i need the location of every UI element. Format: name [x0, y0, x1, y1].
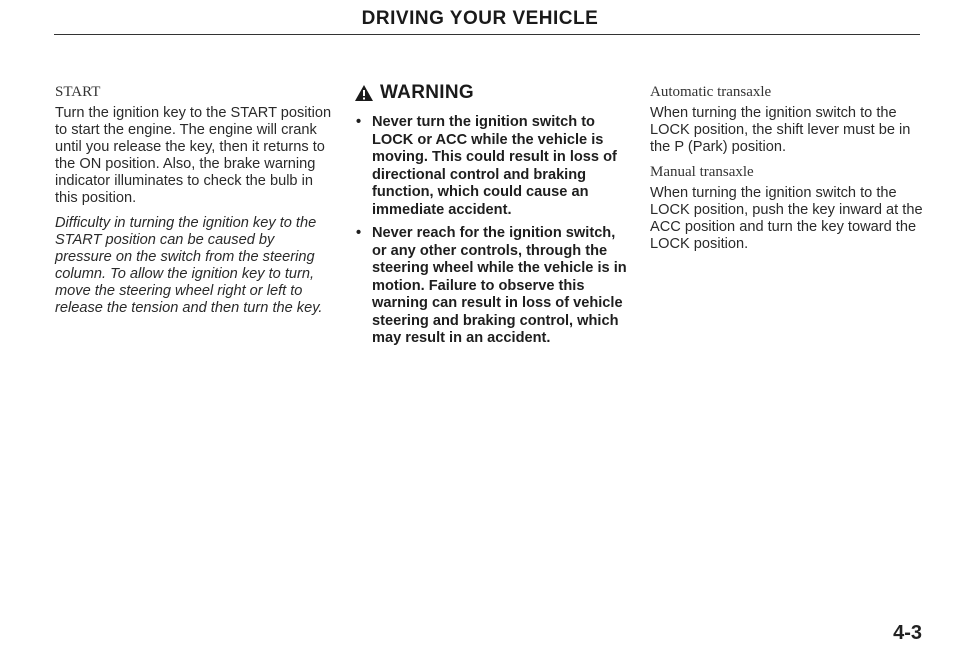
- left-column: [55, 78, 335, 317]
- bullet: •: [356, 225, 362, 241]
- page-header-title: DRIVING YOUR VEHICLE: [361, 8, 599, 29]
- right-column: [650, 78, 925, 261]
- start-paragraph: Turn the ignition key to the START position to start the engine. The engine will crank until you release the key, then it returns to the ON position. Also, the brake warning indicator illuminates to check the bulb in this position.: [55, 105, 332, 206]
- warning-title: WARNING: [380, 82, 474, 103]
- header-divider: [54, 34, 920, 35]
- warning-header: [354, 82, 632, 104]
- warning-list: [352, 114, 632, 348]
- manual-transaxle-heading: Manual transaxle: [650, 164, 754, 180]
- start-heading: START: [55, 84, 101, 100]
- warning-triangle-icon: [354, 84, 374, 102]
- warning-item-text: Never turn the ignition switch to LOCK or ACC while the vehicle is moving. This could result in loss of directional control and braking function, which could cause an immediate accident.: [372, 114, 617, 218]
- warning-item-text: Never reach for the ignition switch, or any other controls, through the steering wheel while the vehicle is in motion. Failure to observe this warning can result in loss of vehicle steering and braking control, which may result in an accident.: [372, 225, 627, 346]
- warning-column: [352, 82, 632, 354]
- manual-transaxle-text: When turning the ignition switch to the LOCK position, push the key inward at the ACC position and turn the key toward the LOCK position.: [650, 185, 923, 252]
- automatic-transaxle-text: When turning the ignition switch to the LOCK position, the shift lever must be in the P (Park) position.: [650, 105, 911, 155]
- warning-item: [352, 114, 632, 219]
- warning-item: [352, 225, 632, 348]
- bullet: •: [356, 114, 362, 130]
- page-number: 4-3: [893, 622, 922, 644]
- start-note: Difficulty in turning the ignition key to the START position can be caused by pressure on the switch from the steering column. To allow the ignition key to turn, move the steering wheel right or left to release the tension and then turn the key.: [55, 215, 323, 316]
- automatic-transaxle-heading: Automatic transaxle: [650, 84, 772, 100]
